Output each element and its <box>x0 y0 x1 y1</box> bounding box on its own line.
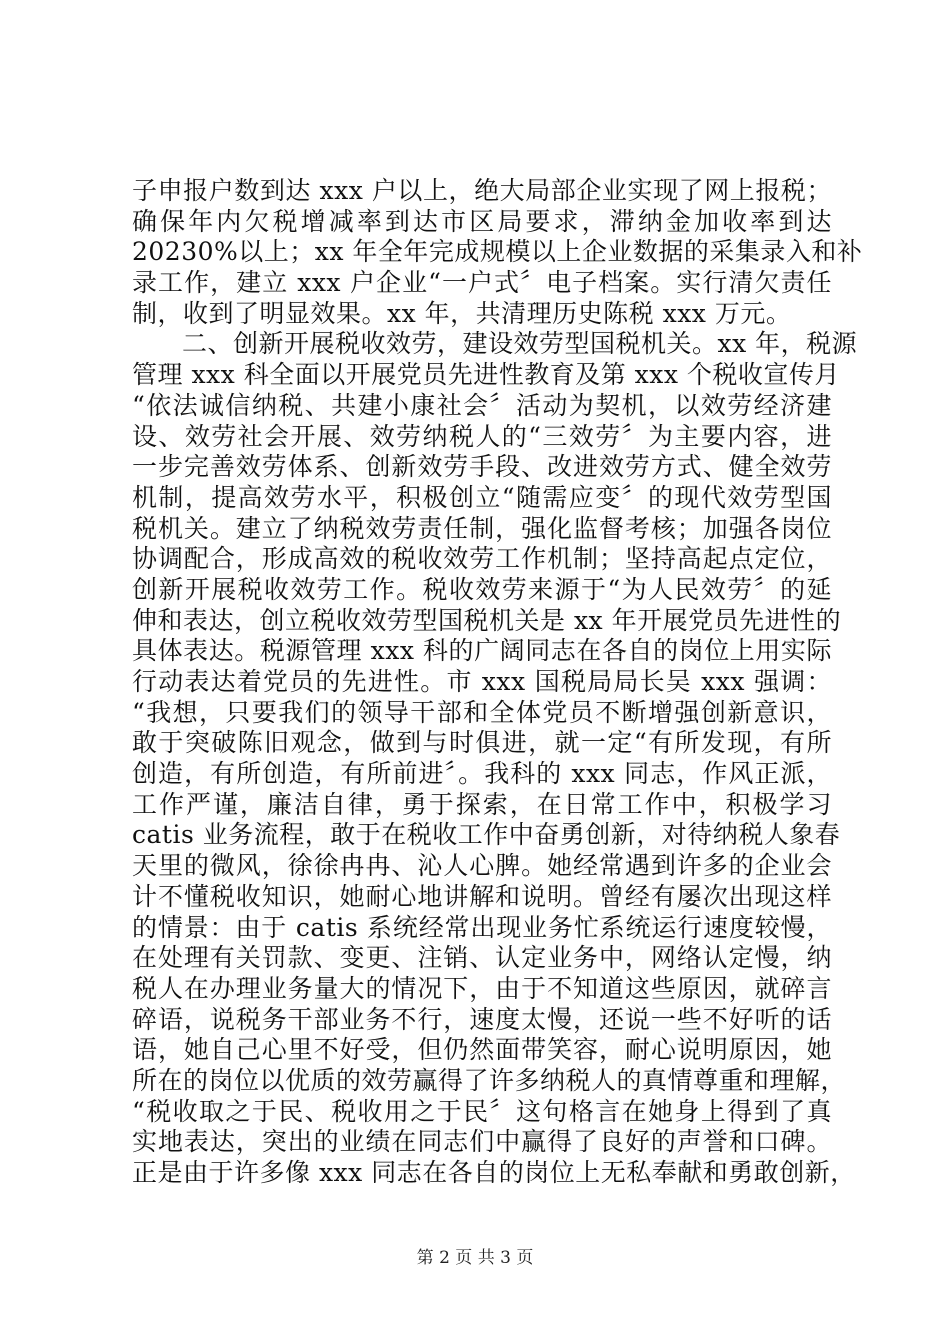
text-line: 创新开展税收效劳工作。税收效劳来源于“为人民效劳〞的延 <box>132 574 832 604</box>
text-line: 具体表达。税源管理 xxx 科的广阔同志在各自的岗位上用实际 <box>132 636 832 666</box>
text-line: 管理 xxx 科全面以开展党员先进性教育及第 xxx 个税收宣传月 <box>132 360 840 390</box>
text-line: 敢于突破陈旧观念，做到与时俱进，就一定“有所发现，有所 <box>132 728 832 758</box>
text-line: catis 业务流程，敢于在税收工作中奋勇创新，对待纳税人象春 <box>132 820 841 850</box>
text-line: 确保年内欠税增减率到达市区局要求，滞纳金加收率到达 <box>132 206 832 236</box>
text-line: 协调配合，形成高效的税收效劳工作机制；坚持高起点定位， <box>132 544 832 574</box>
text-line: 天里的微风，徐徐冉冉、沁人心脾。她经常遇到许多的企业会 <box>132 851 832 881</box>
text-line: 20230%以上；xx 年全年完成规模以上企业数据的采集录入和补 <box>132 237 863 267</box>
text-line: “税收取之于民、税收用之于民〞这句格言在她身上得到了真 <box>132 1096 832 1126</box>
text-line: “我想，只要我们的领导干部和全体党员不断增强创新意识， <box>132 697 832 727</box>
text-line: 计不懂税收知识，她耐心地讲解和说明。曾经有屡次出现这样 <box>132 881 832 911</box>
text-line: 实地表达，突出的业绩在同志们中赢得了良好的声誉和口碑。 <box>132 1127 832 1157</box>
text-line: 税人在办理业务量大的情况下，由于不知道这些原因，就碎言 <box>132 973 832 1003</box>
text-line: 在处理有关罚款、变更、注销、认定业务中，网络认定慢，纳 <box>132 943 832 973</box>
text-line: 伸和表达，创立税收效劳型国税机关是 xx 年开展党员先进性的 <box>132 605 842 635</box>
text-line: 创造，有所创造，有所前进〞。我科的 xxx 同志，作风正派， <box>132 759 832 789</box>
text-line: 工作严谨，廉洁自律，勇于探索，在日常工作中，积极学习 <box>132 789 832 819</box>
text-line: 所在的岗位以优质的效劳赢得了许多纳税人的真情尊重和理解， <box>132 1065 847 1095</box>
text-line: 制，收到了明显效果。xx 年，共清理历史陈税 xxx 万元。 <box>132 298 792 328</box>
text-line: 子申报户数到达 xxx 户以上，绝大局部企业实现了网上报税； <box>132 176 832 205</box>
text-line: 设、效劳社会开展、效劳纳税人的“三效劳〞为主要内容，进 <box>132 421 832 451</box>
text-line: “依法诚信纳税、共建小康社会〞活动为契机，以效劳经济建 <box>132 390 832 420</box>
text-line: 税机关。建立了纳税效劳责任制，强化监督考核；加强各岗位 <box>132 513 832 543</box>
text-line: 一步完善效劳体系、创新效劳手段、改进效劳方式、健全效劳 <box>132 452 832 482</box>
text-line: 的情景：由于 catis 系统经常出现业务忙系统运行速度较慢， <box>132 912 832 942</box>
text-line: 碎语，说税务干部业务不行，速度太慢，还说一些不好听的话 <box>132 1004 832 1034</box>
text-line: 语，她自己心里不好受，但仍然面带笑容，耐心说明原因，她 <box>132 1035 832 1065</box>
text-line: 录工作，建立 xxx 户企业“一户式〞电子档案。实行清欠责任 <box>132 268 832 298</box>
text-line: 正是由于许多像 xxx 同志在各自的岗位上无私奉献和勇敢创新， <box>132 1158 856 1187</box>
body-text <box>132 176 863 1189</box>
text-line: 二、创新开展税收效劳，建设效劳型国税机关。xx 年，税源 <box>182 329 858 359</box>
text-line: 行动表达着党员的先进性。市 xxx 国税局局长吴 xxx 强调： <box>132 667 832 696</box>
page-number-footer: 第 2 页 共 3 页 <box>416 1248 534 1268</box>
text-line: 机制，提高效劳水平，积极创立“随需应变〞的现代效劳型国 <box>132 482 832 512</box>
